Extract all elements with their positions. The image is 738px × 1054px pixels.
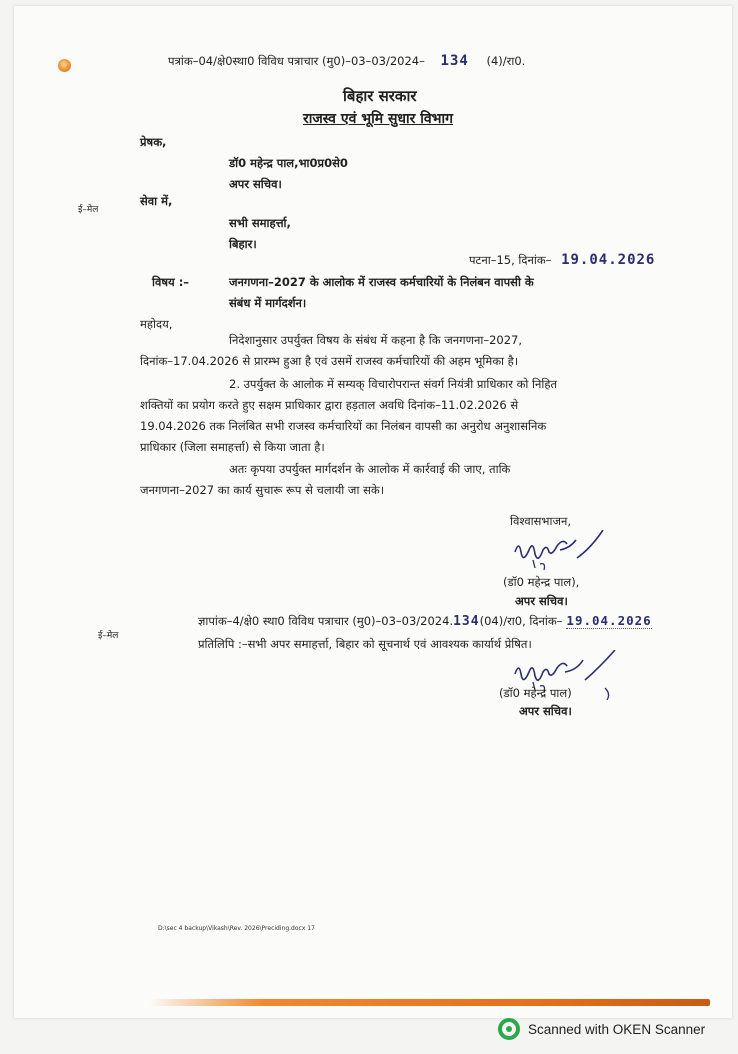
memo-designation: अपर सचिव।: [519, 704, 572, 718]
memo-handwritten-number: 134: [453, 614, 480, 629]
subject-label: विषय :–: [152, 275, 190, 289]
sender-name: डॉ0 महेन्द्र पाल,भा0प्र0से0: [229, 156, 348, 170]
scanner-text: Scanned with OKEN Scanner: [528, 1021, 706, 1037]
para3-line1: अतः कृपया उपर्युक्त मार्गदर्शन के आलोक में कार्रवाई की जाए, ताकि: [229, 462, 511, 476]
sender-designation: अपर सचिव।: [229, 177, 282, 191]
dateline: [469, 252, 655, 268]
para3-line2: जनगणना–2027 का कार्य सुचारू रूप से चलायी जा सके।: [140, 483, 385, 497]
memo-ref-prefix: ज्ञापांक–4/क्षे0 स्था0 विविध पत्राचार (मु0)–03–03/2024.: [198, 614, 454, 628]
oken-logo-icon: [498, 1018, 520, 1040]
para1-line1: निदेशानुसार उपर्युक्त विषय के संबंध में कहना है कि जनगणना–2027,: [229, 333, 522, 347]
closing-signer: (डॉ0 महेन्द्र पाल),: [503, 575, 580, 589]
salutation: महोदय,: [140, 317, 173, 331]
sender-label: प्रेषक,: [140, 135, 167, 149]
department-name: राजस्व एवं भूमि सुधार विभाग: [303, 111, 454, 127]
memo-ref-suffix: (04)/रा0, दिनांक–: [479, 614, 563, 628]
scanner-watermark: [498, 1018, 705, 1040]
recipient-label: सेवा में,: [140, 194, 173, 208]
para2-line2: शक्तियों का प्रयोग करते हुए सक्षम प्राधिकार द्वारा हड़ताल अवधि दिनांक–11.02.2026 से: [140, 398, 519, 412]
signature-1: [505, 530, 615, 580]
valediction: विश्वासभाजन,: [510, 514, 572, 528]
subject-line-1: जनगणना–2027 के आलोक में राजस्व कर्मचारियों के निलंबन वापसी के: [229, 275, 534, 289]
memo-handwritten-date: 19.04.2026: [566, 613, 652, 628]
punch-hole-mark: [58, 59, 71, 72]
handwritten-ref-number: 134: [440, 53, 469, 69]
reference-line-text: पत्रांक–04/क्षे0स्था0 विविध पत्राचार (मु0)–03–03/2024–: [168, 54, 425, 68]
government-name: बिहार सरकार: [343, 87, 417, 105]
memo-email-tag: ई–मेल: [98, 631, 119, 641]
dateline-prefix: पटना–15, दिनांक–: [469, 253, 552, 267]
para2-line1: 2. उपर्युक्त के आलोक में सम्यक् विचारोपरान्त संवर्ग नियंत्री प्राधिकार को निहित: [229, 377, 558, 391]
para1-line2: दिनांक–17.04.2026 से प्रारम्भ हुआ है एवं उसमें राजस्व कर्मचारियों की अहम भूमिका है।: [140, 354, 519, 368]
reference-number: [168, 53, 525, 69]
email-tag: ई–मेल: [78, 205, 99, 215]
subject-line-2: संबंध में मार्गदर्शन।: [229, 296, 307, 310]
para2-line3: 19.04.2026 तक निलंबित सभी राजस्व कर्मचारियों का निलंबन वापसी का अनुरोध अनुशासनिक: [140, 419, 547, 433]
document-page: [14, 6, 732, 1018]
bottom-divider: [150, 999, 710, 1006]
memo-signer: (डॉ0 महेन्द्र पाल): [499, 686, 572, 700]
recipient-name: सभी समाहर्त्ता,: [229, 216, 291, 230]
recipient-place: बिहार।: [229, 237, 257, 251]
handwritten-date: 19.04.2026: [561, 252, 656, 268]
reference-suffix: (4)/रा0.: [486, 54, 526, 68]
memo-reference: [198, 613, 652, 629]
file-path: D:\sec 4 backup\Vikash\Rev. 2026\Preciding.docx 17: [158, 925, 315, 932]
para2-line4: प्राधिकार (जिला समाहर्त्ता) से किया जाता है।: [140, 440, 325, 454]
copy-line: प्रतिलिपि :–सभी अपर समाहर्त्ता, बिहार को सूचनार्थ एवं आवश्यक कार्यार्थ प्रेषित।: [198, 637, 532, 651]
closing-designation: अपर सचिव।: [515, 594, 568, 608]
